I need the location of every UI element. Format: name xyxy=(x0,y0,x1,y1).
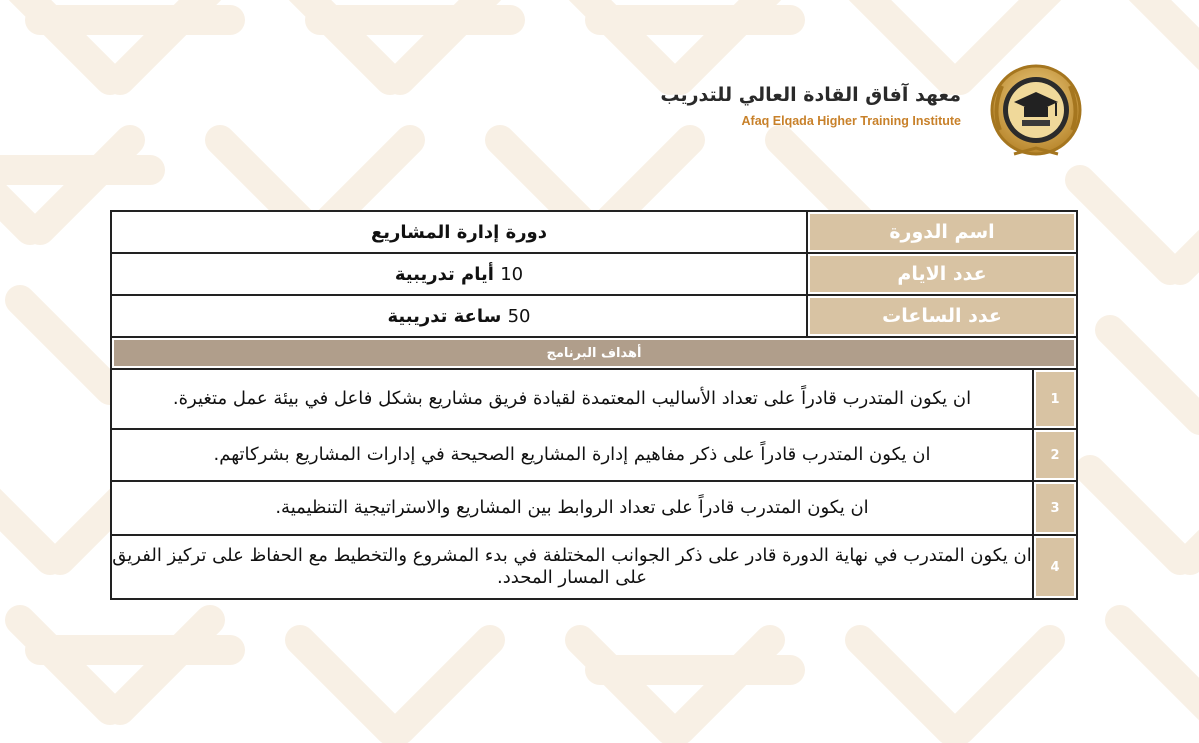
course-info-table xyxy=(110,210,1078,600)
institute-header xyxy=(660,60,1089,165)
objectives-title: أهداف البرنامج xyxy=(111,337,1077,369)
objective-row xyxy=(111,369,1077,429)
institute-name-english: Afaq Elqada Higher Training Institute xyxy=(741,114,961,128)
course-days-row xyxy=(111,253,1077,295)
course-table xyxy=(110,210,1076,600)
course-hours-number: 50 xyxy=(507,305,531,327)
objective-text: ان يكون المتدرب قادراً على تعداد الأساليب المعتمدة لقيادة فريق مشاريع بشكل فاعل في بيئة عمل متغيرة. xyxy=(111,369,1033,429)
objective-number: 4 xyxy=(1033,535,1077,599)
course-name-label: اسم الدورة xyxy=(807,211,1077,253)
course-name-value xyxy=(111,211,807,253)
course-hours-label: عدد الساعات xyxy=(807,295,1077,337)
objective-text: ان يكون المتدرب قادراً على ذكر مفاهيم إدارة المشاريع الصحيحة في إدارات المشاريع بشركاتهم. xyxy=(111,429,1033,481)
institute-name-arabic: معهد آفاق القادة العالي للتدريب xyxy=(660,84,961,106)
objective-number: 1 xyxy=(1033,369,1077,429)
course-days-text: أيام تدريبية xyxy=(394,263,494,285)
course-days-value xyxy=(111,253,807,295)
graduation-cap-laurel-logo-icon xyxy=(984,60,1089,165)
course-days-number: 10 xyxy=(500,263,524,285)
objectives-header-row xyxy=(111,337,1077,369)
course-hours-text: ساعة تدريبية xyxy=(387,305,502,327)
objective-row xyxy=(111,429,1077,481)
course-days-label: عدد الايام xyxy=(807,253,1077,295)
objective-row xyxy=(111,481,1077,535)
objective-number: 3 xyxy=(1033,481,1077,535)
objective-text: ان يكون المتدرب في نهاية الدورة قادر على ذكر الجوانب المختلفة في بدء المشروع والتخطيط مع الحفاظ على تركيز الفريق على المسار المحدد. xyxy=(111,535,1033,599)
course-hours-row xyxy=(111,295,1077,337)
objective-row xyxy=(111,535,1077,599)
course-name-text: دورة إدارة المشاريع xyxy=(370,221,547,243)
course-hours-value xyxy=(111,295,807,337)
objective-number: 2 xyxy=(1033,429,1077,481)
objective-text: ان يكون المتدرب قادراً على تعداد الروابط بين المشاريع والاستراتيجية التنظيمية. xyxy=(111,481,1033,535)
course-name-row xyxy=(111,211,1077,253)
